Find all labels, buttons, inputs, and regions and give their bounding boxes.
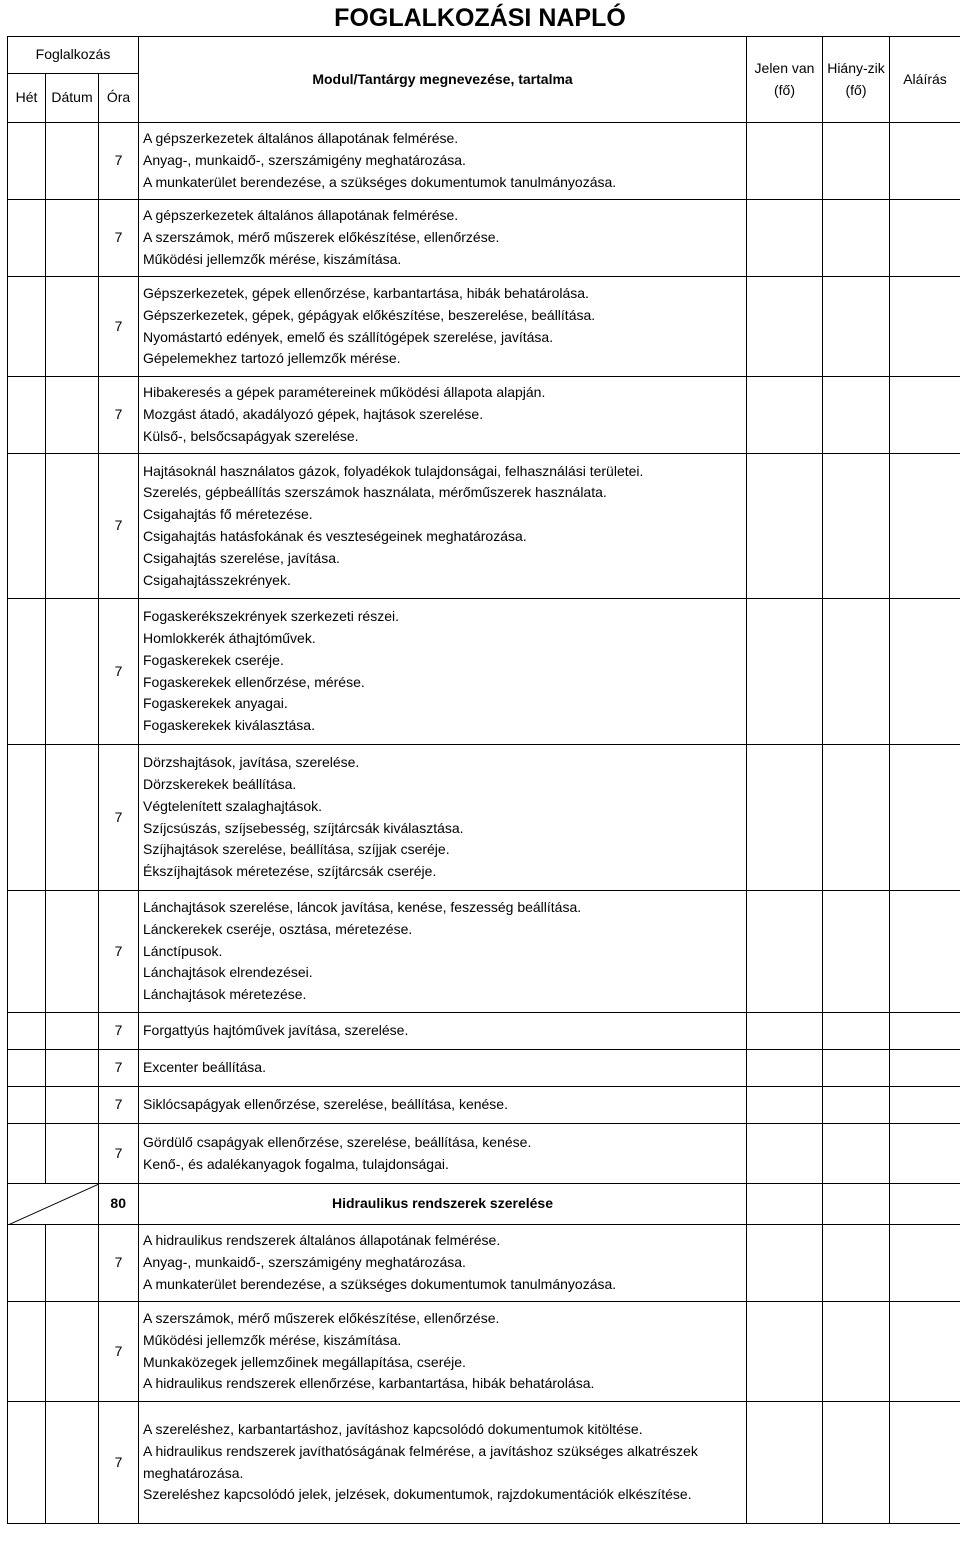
date-cell — [46, 123, 99, 200]
absent-cell — [823, 1124, 890, 1184]
content-line: Siklócsapágyak ellenőrzése, szerelése, beállítása, kenése. — [143, 1096, 508, 1113]
header-hianyzik-line1: Hiány-zik — [827, 59, 885, 76]
content-line: Dörzshajtások, javítása, szerelése. — [143, 754, 360, 771]
week-cell — [8, 599, 46, 745]
absent-cell — [823, 1087, 890, 1124]
signature-cell — [890, 745, 960, 891]
present-cell — [747, 891, 823, 1013]
content-cell — [139, 200, 747, 277]
content-cell — [139, 123, 747, 200]
content-line: Gépszerkezetek, gépek ellenőrzése, karbantartása, hibák behatárolása. — [143, 284, 589, 301]
present-cell — [747, 377, 823, 454]
content-line: Fogaskerekek anyagai. — [143, 695, 288, 712]
content-line: Szíjcsúszás, szíjsebesség, szíjtárcsák kiválasztása. — [143, 819, 464, 836]
content-line: Végtelenített szalaghajtások. — [143, 797, 323, 814]
signature-cell — [890, 1087, 960, 1124]
signature-cell — [890, 200, 960, 277]
content-line: Ékszíjhajtások méretezése, szíjtárcsák cseréje. — [143, 863, 437, 880]
journal-row — [8, 1402, 960, 1524]
week-cell — [8, 1302, 46, 1402]
date-cell — [46, 1302, 99, 1402]
absent-cell — [823, 745, 890, 891]
content-cell — [139, 454, 747, 599]
absent-cell — [823, 1184, 890, 1225]
present-cell — [747, 745, 823, 891]
content-line: Gördülő csapágyak ellenőrzése, szerelése, beállítása, kenése. — [143, 1133, 532, 1150]
content-line: A szerszámok, mérő műszerek előkészítése, ellenőrzése. — [143, 229, 500, 246]
content-line: A hidraulikus rendszerek általános állapotának felmérése. — [143, 1232, 501, 1249]
week-cell — [8, 1402, 46, 1524]
header-het: Hét — [8, 74, 46, 123]
content-line: A szereléshez, karbantartáshoz, javításhoz kapcsolódó dokumentumok kitöltése. — [143, 1420, 643, 1437]
content-cell — [139, 891, 747, 1013]
content-cell — [139, 1087, 747, 1124]
signature-cell — [890, 1302, 960, 1402]
content-line: A munkaterület berendezése, a szükséges dokumentumok tanulmányozása. — [143, 1275, 617, 1292]
content-line: Anyag-, munkaidő-, szerszámigény meghatározása. — [143, 152, 466, 169]
week-cell — [8, 1013, 46, 1050]
content-line: A hidraulikus rendszerek javíthatóságának felmérése, a javításhoz szükséges alkatrészek — [143, 1442, 698, 1459]
week-cell — [8, 745, 46, 891]
header-hianyzik-line2: (fő) — [845, 81, 867, 98]
content-line: A szerszámok, mérő műszerek előkészítése, ellenőrzése. — [143, 1309, 500, 1326]
signature-cell — [890, 277, 960, 377]
present-cell — [747, 123, 823, 200]
signature-cell — [890, 599, 960, 745]
signature-cell — [890, 1184, 960, 1225]
date-cell — [46, 1087, 99, 1124]
hours-cell: 7 — [99, 1124, 139, 1184]
diagonal-line — [8, 1184, 99, 1225]
date-cell — [46, 599, 99, 745]
header-row-1 — [8, 37, 960, 74]
content-cell — [139, 1050, 747, 1087]
week-cell — [8, 1124, 46, 1184]
content-line: Excenter beállítása. — [143, 1059, 266, 1076]
signature-cell — [890, 123, 960, 200]
content-cell — [139, 745, 747, 891]
hours-cell: 7 — [99, 745, 139, 891]
content-line: Lánchajtások szerelése, láncok javítása, kenése, feszesség beállítása. — [143, 899, 582, 915]
content-line: Fogaskerekek cseréje. — [143, 651, 284, 668]
date-cell — [46, 1124, 99, 1184]
hours-cell: 7 — [99, 1013, 139, 1050]
header-alairas: Aláírás — [890, 37, 960, 123]
present-cell — [747, 454, 823, 599]
content-line: Fogaskerékszekrények szerkezeti részei. — [143, 608, 399, 625]
present-cell — [747, 1402, 823, 1524]
header-ora: Óra — [99, 74, 139, 123]
week-cell — [8, 1087, 46, 1124]
journal-row — [8, 891, 960, 1013]
signature-cell — [890, 454, 960, 599]
week-cell — [8, 454, 46, 599]
content-line: Gépelemekhez tartozó jellemzők mérése. — [143, 350, 401, 367]
present-cell — [747, 1050, 823, 1087]
section-hours: 80 — [99, 1184, 139, 1225]
journal-row — [8, 200, 960, 277]
week-cell — [8, 277, 46, 377]
content-line: Gépszerkezetek, gépek, gépágyak előkészítése, beszerelése, beállítása. — [143, 306, 596, 323]
journal-row — [8, 1225, 960, 1302]
signature-cell — [890, 1402, 960, 1524]
content-line: Csigahajtás fő méretezése. — [143, 506, 313, 523]
present-cell — [747, 1302, 823, 1402]
present-cell — [747, 1124, 823, 1184]
section-diagonal-cell — [8, 1184, 99, 1225]
journal-row — [8, 745, 960, 891]
content-line: A gépszerkezetek általános állapotának felmérése. — [143, 130, 459, 147]
content-line: Lánchajtások méretezése. — [143, 986, 307, 1003]
date-cell — [46, 1225, 99, 1302]
content-cell — [139, 1124, 747, 1184]
journal-row — [8, 377, 960, 454]
date-cell — [46, 891, 99, 1013]
journal-row — [8, 123, 960, 200]
content-cell — [139, 1402, 747, 1524]
content-line: Csigahajtás szerelése, javítása. — [143, 549, 340, 566]
content-line: A hidraulikus rendszerek ellenőrzése, karbantartása, hibák behatárolása. — [143, 1375, 595, 1392]
content-line: Hajtásoknál használatos gázok, folyadékok tulajdonságai, felhasználási területei. — [143, 462, 644, 479]
header-hianyzik — [823, 37, 890, 123]
hours-cell: 7 — [99, 200, 139, 277]
week-cell — [8, 1225, 46, 1302]
content-line: Anyag-, munkaidő-, szerszámigény meghatározása. — [143, 1254, 466, 1271]
date-cell — [46, 200, 99, 277]
journal-row — [8, 599, 960, 745]
content-line: Nyomástartó edények, emelő és szállítógépek szerelése, javítása. — [143, 328, 554, 345]
content-line: Dörzskerekek beállítása. — [143, 775, 297, 792]
content-line: Csigahajtásszekrények. — [143, 571, 291, 588]
present-cell — [747, 200, 823, 277]
header-modul: Modul/Tantárgy megnevezése, tartalma — [139, 37, 747, 123]
date-cell — [46, 745, 99, 891]
hours-cell: 7 — [99, 1087, 139, 1124]
hours-cell: 7 — [99, 377, 139, 454]
header-foglalkozas: Foglalkozás — [8, 37, 139, 74]
content-line: Lánchajtások elrendezései. — [143, 964, 313, 981]
content-line: A gépszerkezetek általános állapotának felmérése. — [143, 207, 459, 224]
journal-row — [8, 1302, 960, 1402]
content-line: A munkaterület berendezése, a szükséges dokumentumok tanulmányozása. — [143, 173, 617, 190]
date-cell — [46, 1013, 99, 1050]
week-cell — [8, 123, 46, 200]
header-jelen-van — [747, 37, 823, 123]
absent-cell — [823, 454, 890, 599]
content-cell — [139, 1302, 747, 1402]
signature-cell — [890, 891, 960, 1013]
content-cell — [139, 277, 747, 377]
content-cell — [139, 1225, 747, 1302]
content-cell — [139, 1013, 747, 1050]
content-cell — [139, 599, 747, 745]
date-cell — [46, 377, 99, 454]
content-line: Külső-, belsőcsapágyak szerelése. — [143, 427, 359, 444]
content-cell — [139, 377, 747, 454]
absent-cell — [823, 599, 890, 745]
present-cell — [747, 1013, 823, 1050]
absent-cell — [823, 1013, 890, 1050]
absent-cell — [823, 377, 890, 454]
content-line: Szerelés, gépbeállítás szerszámok használata, mérőműszerek használata. — [143, 484, 607, 501]
date-cell — [46, 1050, 99, 1087]
content-line: Működési jellemzők mérése, kiszámítása. — [143, 250, 402, 267]
header-jelen-van-line1: Jelen van — [754, 59, 815, 76]
hours-cell: 7 — [99, 1402, 139, 1524]
content-line: Homlokkerék áthajtóművek. — [143, 629, 316, 646]
content-line: Mozgást átadó, akadályozó gépek, hajtások szerelése. — [143, 406, 484, 423]
present-cell — [747, 1087, 823, 1124]
content-line: Lánctípusok. — [143, 942, 223, 959]
absent-cell — [823, 200, 890, 277]
section-title: Hidraulikus rendszerek szerelése — [139, 1184, 747, 1225]
date-cell — [46, 1402, 99, 1524]
header-jelen-van-line2: (fő) — [774, 81, 795, 98]
content-line: Működési jellemzők mérése, kiszámítása. — [143, 1331, 402, 1348]
present-cell — [747, 277, 823, 377]
signature-cell — [890, 1050, 960, 1087]
journal-row — [8, 1013, 960, 1050]
section-row — [8, 1184, 960, 1225]
absent-cell — [823, 123, 890, 200]
hours-cell: 7 — [99, 599, 139, 745]
present-cell — [747, 599, 823, 745]
journal-row — [8, 1087, 960, 1124]
content-line: Kenő-, és adalékanyagok fogalma, tulajdonságai. — [143, 1155, 449, 1172]
absent-cell — [823, 891, 890, 1013]
content-line: Fogaskerekek kiválasztása. — [143, 717, 315, 734]
absent-cell — [823, 1225, 890, 1302]
journal-row — [8, 454, 960, 599]
content-line: Forgattyús hajtóművek javítása, szerelése. — [143, 1022, 409, 1039]
hours-cell: 7 — [99, 1225, 139, 1302]
journal-row — [8, 1124, 960, 1184]
absent-cell — [823, 277, 890, 377]
content-line: Hibakeresés a gépek paramétereinek működési állapota alapján. — [143, 384, 546, 401]
hours-cell: 7 — [99, 277, 139, 377]
hours-cell: 7 — [99, 454, 139, 599]
absent-cell — [823, 1302, 890, 1402]
content-line: Lánckerekek cseréje, osztása, méretezése. — [143, 920, 413, 937]
hours-cell: 7 — [99, 123, 139, 200]
journal-row — [8, 1050, 960, 1087]
date-cell — [46, 454, 99, 599]
week-cell — [8, 891, 46, 1013]
week-cell — [8, 200, 46, 277]
content-line: Munkaközegek jellemzőinek megállapítása, cseréje. — [143, 1353, 466, 1370]
hours-cell: 7 — [99, 1050, 139, 1087]
hours-cell: 7 — [99, 1302, 139, 1402]
hours-cell: 7 — [99, 891, 139, 1013]
present-cell — [747, 1184, 823, 1225]
content-line: meghatározása. — [143, 1464, 244, 1481]
journal-row — [8, 277, 960, 377]
page-title: FOGLALKOZÁSI NAPLÓ — [334, 4, 626, 32]
content-line: Fogaskerekek ellenőrzése, mérése. — [143, 673, 365, 690]
week-cell — [8, 1050, 46, 1087]
absent-cell — [823, 1402, 890, 1524]
signature-cell — [890, 1013, 960, 1050]
present-cell — [747, 1225, 823, 1302]
journal-table — [7, 36, 960, 1524]
week-cell — [8, 377, 46, 454]
date-cell — [46, 277, 99, 377]
content-line: Szíjhajtások szerelése, beállítása, szíjjak cseréje. — [143, 841, 450, 858]
absent-cell — [823, 1050, 890, 1087]
signature-cell — [890, 1124, 960, 1184]
header-datum: Dátum — [46, 74, 99, 123]
signature-cell — [890, 1225, 960, 1302]
content-line: Csigahajtás hatásfokának és veszteségeinek meghatározása. — [143, 528, 527, 544]
signature-cell — [890, 377, 960, 454]
content-line: Szereléshez kapcsolódó jelek, jelzések, dokumentumok, rajzdokumentációk elkészítése. — [143, 1486, 692, 1503]
